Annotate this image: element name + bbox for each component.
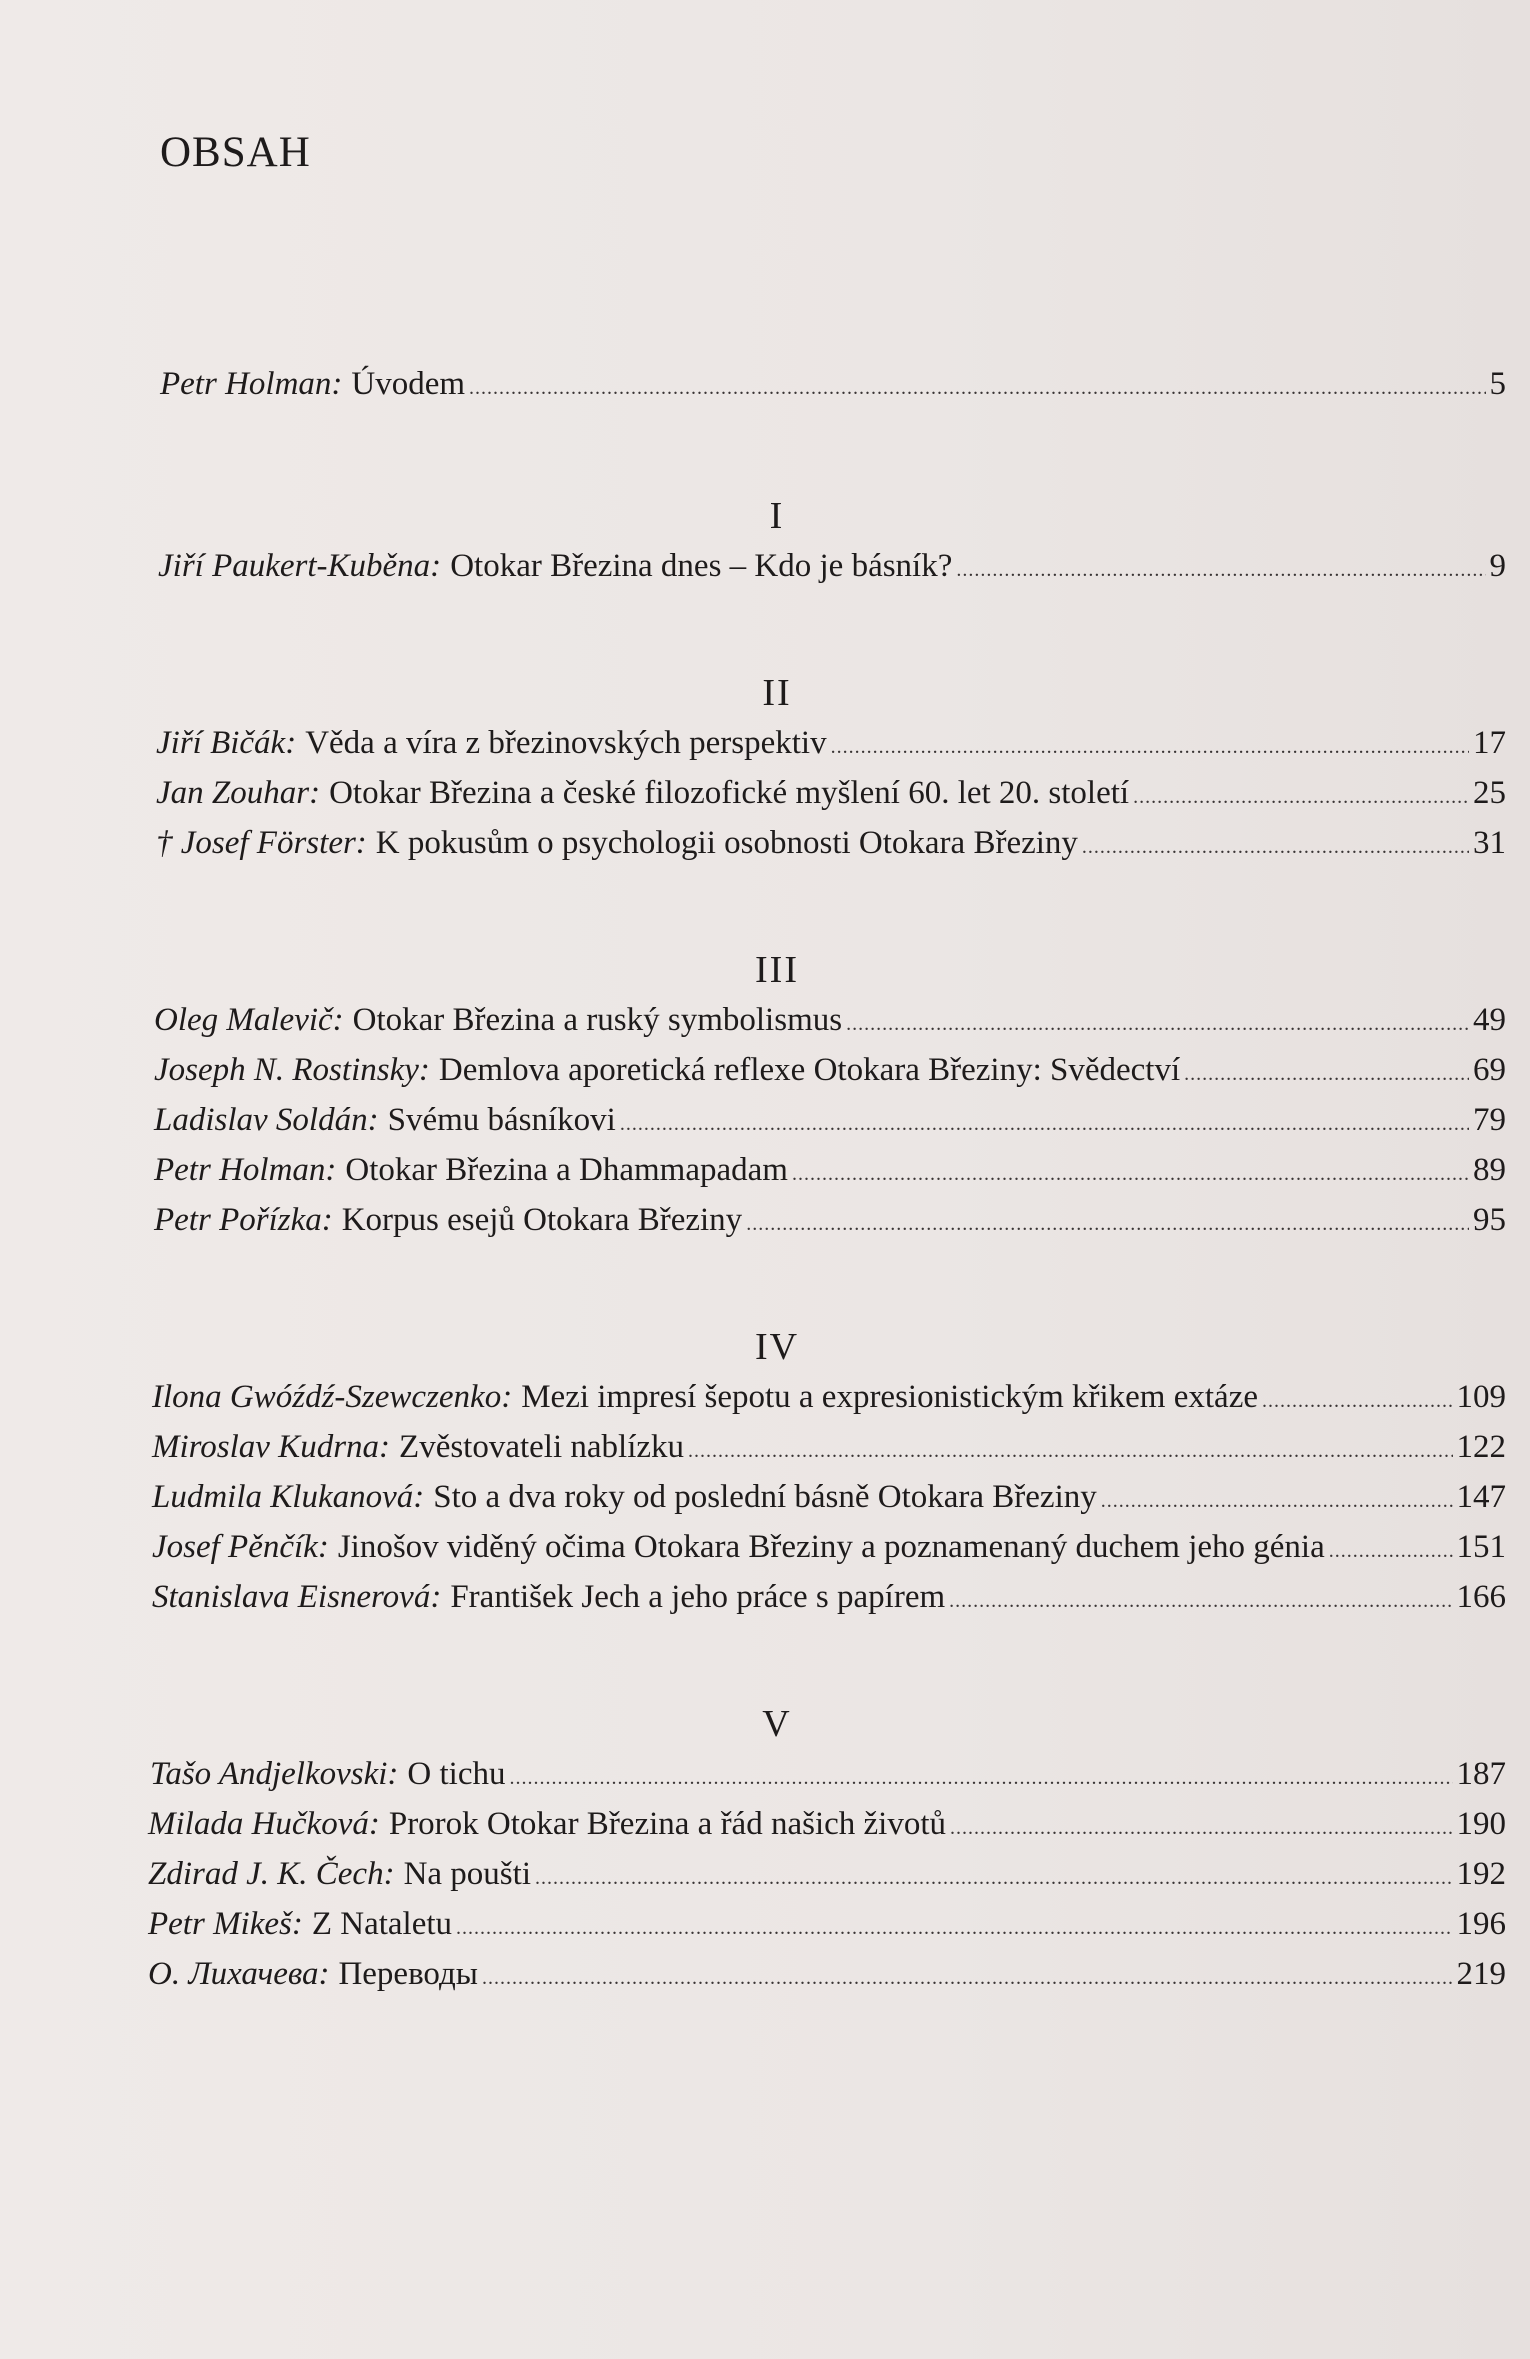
dot-leader bbox=[1133, 773, 1469, 821]
dot-leader bbox=[535, 1854, 1453, 1902]
entry-page-number: 31 bbox=[1473, 825, 1506, 861]
toc-entry bbox=[0, 1573, 1530, 1623]
entry-page-number: 187 bbox=[1456, 1756, 1506, 1792]
page-title: OBSAH bbox=[160, 129, 311, 176]
toc-entry bbox=[0, 1373, 1530, 1423]
dot-leader bbox=[831, 723, 1469, 771]
toc-entry bbox=[0, 719, 1530, 769]
entry-page-number: 49 bbox=[1473, 1002, 1506, 1038]
dot-leader bbox=[746, 1200, 1469, 1248]
dot-leader bbox=[949, 1577, 1452, 1625]
entry-title: O tichu bbox=[407, 1756, 506, 1792]
dot-leader bbox=[482, 1954, 1453, 2002]
dot-leader bbox=[950, 1804, 1453, 1852]
entry-page-number: 79 bbox=[1473, 1102, 1506, 1138]
entry-author: Petr Mikeš: bbox=[148, 1906, 303, 1942]
entry-title: Otokar Březina a ruský symbolismus bbox=[352, 1002, 843, 1038]
table-of-contents bbox=[0, 360, 1530, 2000]
entry-title: Demlova aporetická reflexe Otokara Březiny: Svědectví bbox=[438, 1052, 1181, 1088]
dot-leader bbox=[469, 364, 1485, 412]
toc-entry-intro bbox=[0, 360, 1530, 410]
dot-leader bbox=[1262, 1377, 1453, 1425]
entry-page-number: 122 bbox=[1456, 1429, 1506, 1465]
dot-leader bbox=[956, 546, 1485, 594]
dot-leader bbox=[1082, 823, 1469, 871]
entry-page-number: 17 bbox=[1473, 725, 1506, 761]
toc-entry bbox=[0, 1096, 1530, 1146]
entry-title: Prorok Otokar Březina a řád našich životů bbox=[388, 1806, 946, 1842]
entry-author: Joseph N. Rostinsky: bbox=[154, 1052, 430, 1088]
dot-leader bbox=[1101, 1477, 1453, 1525]
entry-author: † Josef Förster: bbox=[156, 825, 367, 861]
entry-page-number: 109 bbox=[1456, 1379, 1506, 1415]
entry-author: Josef Pěnčík: bbox=[152, 1529, 329, 1565]
toc-entry bbox=[0, 1146, 1530, 1196]
entry-author: Ilona Gwóźdź-Szewczenko: bbox=[152, 1379, 513, 1415]
entry-title: K pokusům o psychologii osobnosti Otokara Březiny bbox=[375, 825, 1078, 861]
entry-title: Jinošov viděný očima Otokara Březiny a poznamenaný duchem jeho génia bbox=[337, 1529, 1325, 1565]
entry-page-number: 147 bbox=[1456, 1479, 1506, 1515]
section-heading: V bbox=[762, 1703, 792, 1745]
entry-author: O. Лихачева: bbox=[148, 1956, 330, 1992]
toc-entry bbox=[0, 819, 1530, 869]
toc-entry bbox=[0, 1850, 1530, 1900]
entry-author: Miroslav Kudrna: bbox=[152, 1429, 391, 1465]
toc-entry bbox=[0, 769, 1530, 819]
dot-leader bbox=[456, 1904, 1452, 1952]
entry-page-number: 196 bbox=[1456, 1906, 1506, 1942]
entry-title: Korpus esejů Otokara Březiny bbox=[341, 1202, 743, 1238]
entry-title: Věda a víra z březinovských perspektiv bbox=[305, 725, 827, 761]
entry-page-number: 192 bbox=[1456, 1856, 1506, 1892]
entry-author: Petr Pořízka: bbox=[154, 1202, 333, 1238]
entry-title: Otokar Březina a Dhammapadam bbox=[345, 1152, 788, 1188]
entry-title: Mezi impresí šepotu a expresionistickým křikem extáze bbox=[521, 1379, 1258, 1415]
entry-title: Z Nataletu bbox=[311, 1906, 453, 1942]
entry-page-number: 190 bbox=[1456, 1806, 1506, 1842]
entry-author: Stanislava Eisnerová: bbox=[152, 1579, 442, 1615]
entry-author: Tašo Andjelkovski: bbox=[150, 1756, 399, 1792]
entry-page-number: 151 bbox=[1456, 1529, 1506, 1565]
dot-leader bbox=[620, 1100, 1469, 1148]
entry-page-number: 95 bbox=[1473, 1202, 1506, 1238]
section-heading: I bbox=[769, 495, 785, 537]
toc-entry bbox=[0, 1196, 1530, 1246]
toc-entry bbox=[0, 1950, 1530, 2000]
entry-title: Zvěstovateli nablízku bbox=[399, 1429, 685, 1465]
entry-title: Svému básníkovi bbox=[387, 1102, 616, 1138]
entry-author: Ladislav Soldán: bbox=[154, 1102, 379, 1138]
entry-author: Oleg Malevič: bbox=[154, 1002, 344, 1038]
section-heading: IV bbox=[754, 1326, 800, 1368]
entry-author: Petr Holman: bbox=[154, 1152, 337, 1188]
section-heading: III bbox=[755, 949, 799, 991]
section-heading: II bbox=[762, 672, 792, 714]
dot-leader bbox=[1329, 1527, 1453, 1575]
entry-title: Na poušti bbox=[403, 1856, 531, 1892]
entry-page-number: 219 bbox=[1456, 1956, 1506, 1992]
entry-title: Sto a dva roky od poslední básně Otokara Březiny bbox=[433, 1479, 1097, 1515]
toc-entry bbox=[0, 1423, 1530, 1473]
entry-title: Otokar Březina a české filozofické myšlení 60. let 20. století bbox=[329, 775, 1130, 811]
dot-leader bbox=[792, 1150, 1469, 1198]
entry-title: Otokar Březina dnes – Kdo je básník? bbox=[450, 548, 953, 584]
entry-page-number: 25 bbox=[1473, 775, 1506, 811]
entry-author: Jiří Bičák: bbox=[156, 725, 297, 761]
toc-entry bbox=[0, 1800, 1530, 1850]
entry-page-number: 69 bbox=[1473, 1052, 1506, 1088]
entry-title: Úvodem bbox=[351, 366, 466, 402]
entry-author: Ludmila Klukanová: bbox=[152, 1479, 425, 1515]
toc-entry bbox=[0, 996, 1530, 1046]
dot-leader bbox=[688, 1427, 1452, 1475]
toc-entry bbox=[0, 1750, 1530, 1800]
dot-leader bbox=[846, 1000, 1469, 1048]
entry-author: Jan Zouhar: bbox=[156, 775, 321, 811]
toc-entry bbox=[0, 542, 1530, 592]
toc-entry bbox=[0, 1473, 1530, 1523]
toc-entry bbox=[0, 1523, 1530, 1573]
dot-leader bbox=[509, 1754, 1452, 1802]
entry-author: Milada Hučková: bbox=[148, 1806, 380, 1842]
entry-page-number: 89 bbox=[1473, 1152, 1506, 1188]
entry-title: Переводы bbox=[338, 1956, 478, 1992]
toc-entry bbox=[0, 1900, 1530, 1950]
entry-author: Jiří Paukert-Kuběna: bbox=[158, 548, 442, 584]
entry-page-number: 166 bbox=[1456, 1579, 1506, 1615]
entry-title: František Jech a jeho práce s papírem bbox=[450, 1579, 946, 1615]
entry-page-number: 5 bbox=[1489, 366, 1506, 402]
entry-page-number: 9 bbox=[1489, 548, 1506, 584]
entry-author: Petr Holman: bbox=[160, 366, 343, 402]
dot-leader bbox=[1184, 1050, 1469, 1098]
toc-entry bbox=[0, 1046, 1530, 1096]
entry-author: Zdirad J. K. Čech: bbox=[148, 1856, 395, 1892]
